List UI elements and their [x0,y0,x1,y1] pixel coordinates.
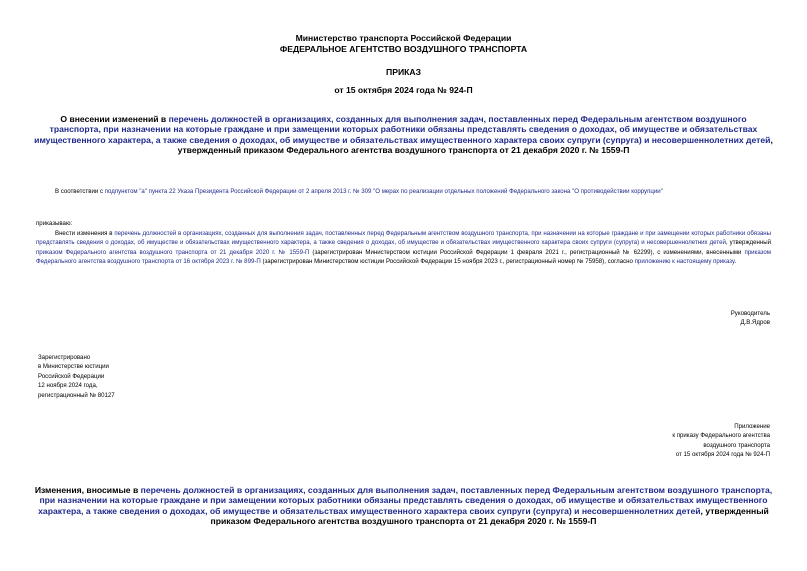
registration-line-1: Зарегистрировано [38,354,91,361]
ministry-heading: Министерство транспорта Российской Федерации [295,33,512,43]
registration-line-4: 12 ноября 2024 года, [38,382,98,390]
body-part2: , утвержденный [725,239,771,247]
order-word: приказываю: [36,220,73,227]
body-part1: Внести изменения в [55,230,115,237]
doc-date-number: от 15 октября 2024 года № 924-П [334,85,473,95]
title-prefix: О внесении изменений в [60,114,169,124]
appendix-title [34,485,773,527]
appendix-line-1: Приложение [734,423,770,430]
appendix-line-4: от 15 октября 2024 года № 924-П [675,451,770,459]
body-link-list[interactable]: перечень должностей в организациях, созданных для выполнения задач, поставленных перед Федеральным агентством воздушного транспорта, при назначении на которые граждане и при замещении которых работники обязаны представлять сведения о доходах, об имуществе и обязательствах имущественного характера, а также сведения о доходах, об имуществе и обязательствах имущественного характера своих супруги (супруга) и несовершеннолетних детей [36,230,771,247]
preamble-paragraph [36,187,771,196]
signature-position: Руководитель [730,310,770,317]
appendix-header [672,422,770,460]
body-link-order-1559[interactable]: приказом Федерального агентства воздушного транспорта от 21 декабря 2020 г. № 1559-П [36,248,310,256]
body-paragraph [36,229,771,267]
registration-line-3: Российской Федерации [38,372,105,380]
title-suffix: , утвержденный приказом Федерального агентства воздушного транспорта от 21 декабря 2020 г. № 1559-П [177,134,773,156]
signature-name: Д.В.Ядров [740,319,770,327]
appendix-title-suffix: , утвержденный приказом Федерального агентства воздушного транспорта от 21 декабря 2020 г. № 1559-П [210,505,769,527]
body-part3: (зарегистрирован Министерством юстиции Российской Федерации 1 февраля 2021 г., регистрационный № 62299), с изменениями, внесенными [309,248,745,256]
preamble-prefix: В соответствии с [55,188,105,195]
registration-block [38,353,115,400]
preamble-link[interactable]: подпунктом "а" пункта 22 Указа Президента Российской Федерации от 2 апреля 2013 г. № 309 "О мерах по реализации отдельных положений Федерального закона "О противодействии коррупции" [104,188,663,195]
body-link-appendix[interactable]: приложению к настоящему приказу [634,258,735,266]
agency-heading: ФЕДЕРАЛЬНОЕ АГЕНТСТВО ВОЗДУШНОГО ТРАНСПОРТА [279,44,528,54]
body-part4: (зарегистрирован Министерством юстиции Российской Федерации 15 ноября 2023 г., регистрационный номер № 75958), согласно [260,258,635,266]
title-link[interactable]: перечень должностей в организациях, созданных для выполнения задач, поставленных перед Федеральным агентством воздушного транспорта, при назначении на которые граждане и при замещении которых работники обязаны представлять сведения о доходах, об имуществе и обязательствах имущественного характера, а также сведения о доходах, об имуществе и обязательствах имущественного характера своих супруги (супруга) и несовершеннолетних детей [34,114,771,145]
appendix-line-2: к приказу Федерального агентства [672,432,770,440]
body-link-order-899[interactable]: приказом Федерального агентства воздушного транспорта от 16 октября 2023 г. № 899-П [36,248,771,266]
registration-line-5: регистрационный № 80127 [38,391,115,399]
body-part5: . [734,258,737,266]
registration-line-2: в Министерстве юстиции [38,363,109,371]
appendix-line-3: воздушного транспорта [703,441,770,449]
doc-type-heading: ПРИКАЗ [386,67,421,77]
appendix-title-link[interactable]: перечень должностей в организациях, созданных для выполнения задач, поставленных перед Федеральным агентством воздушного транспорта, при назначении на которые граждане и при замещении которых работники обязаны представлять сведения о доходах, об имуществе и обязательствах имущественного характера, а также сведения о доходах, об имуществе и обязательствах имущественного характера своих супруги (супруга) и несовершеннолетних детей [38,485,773,516]
appendix-title-prefix: Изменения, вносимые в [34,485,141,495]
signature-block [731,309,770,328]
order-title [34,114,773,156]
